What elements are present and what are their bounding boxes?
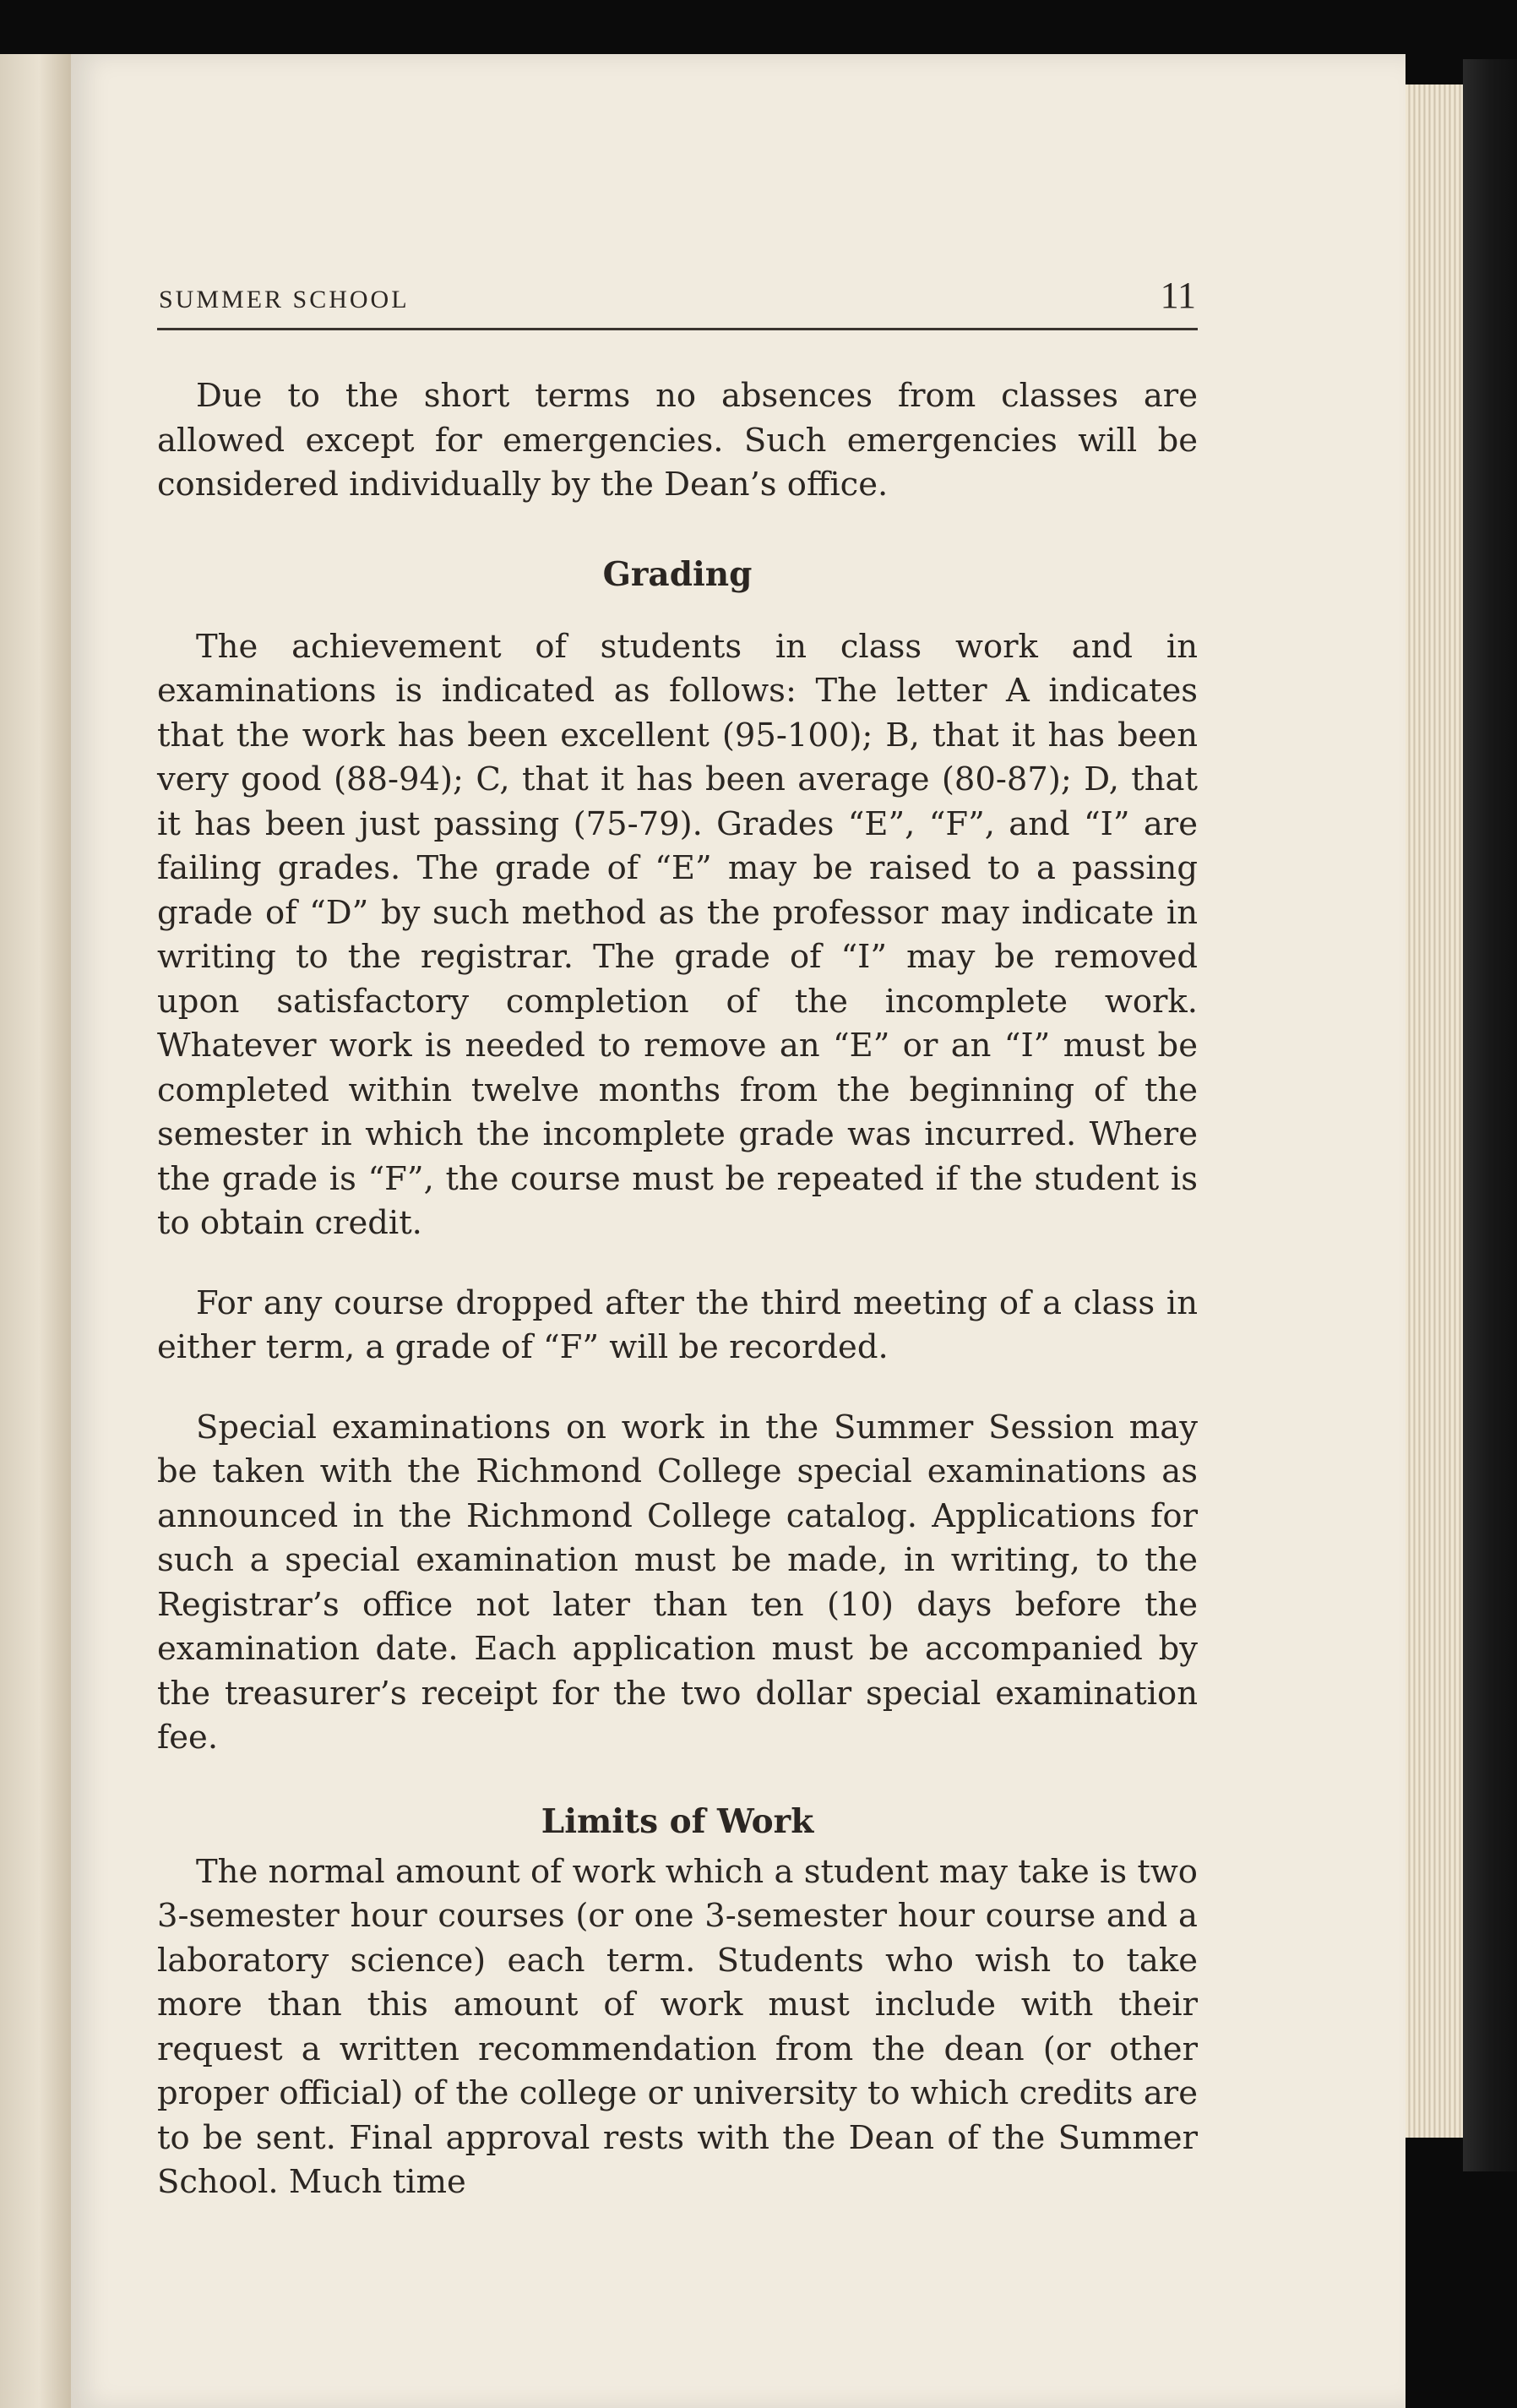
paragraph-grading: The achievement of students in class work and in examinations is indicated as follows: The letter A indicates that the work has been excellent (95-100); B, that it has been very good (88-94); C, that it has been average (80-87); D, that it has been just passing (75-79). Grades “E”, “F”, and “I” are failing grades. The grade of “E” may be raised to a passing grade of “D” by such method as the professor may indicate in writing to the registrar. The grade of “I” may be removed upon satisfactory completion of the incomplete work. Whatever work is needed to remove an “E” or an “I” must be completed within twelve months from the beginning of the semester in which the incomplete grade was incurred. Where the grade is “F”, the course must be repeated if the student is to obtain credit.: [157, 627, 1198, 1242]
page-header: [157, 275, 1198, 330]
heading-limits-of-work: Limits of Work: [541, 1801, 814, 1841]
paragraph-absences: Due to the short terms no absences from classes are allowed except for emergencies. Such emergencies will be considered individually by the Dean’s office.: [157, 377, 1198, 504]
page-number: 11: [1160, 275, 1196, 316]
page-stack-edges: [1406, 84, 1463, 2138]
paragraph-dropped-course: For any course dropped after the third meeting of a class in either term, a grade of “F” will be recorded.: [157, 1283, 1198, 1366]
heading-grading: Grading: [602, 554, 753, 594]
page-content: [157, 275, 1198, 2205]
paragraph-special-examinations: Special examinations on work in the Summer Session may be taken with the Richmond College special examinations as announced in the Richmond College catalog. Applications for such a special examination must be made, in writing, to the Registrar’s office not later than ten (10) days before the examination date. Each application must be accompanied by the treasurer’s receipt for the two dollar special examination fee.: [157, 1408, 1198, 1757]
running-head: SUMMER SCHOOL: [159, 286, 410, 313]
facing-page-edge: [0, 54, 71, 2408]
book-cover: [1463, 59, 1517, 2171]
paragraph-limits-of-work: The normal amount of work which a student may take is two 3-semester hour courses (or one 3-semester hour course and a laboratory science) each term. Students who wish to take more than this amount of work must include with their request a written recommendation from the dean (or other proper official) of the college or university to which credits are to be sent. Final approval rests with the Dean of the Summer School. Much time: [157, 1852, 1198, 2201]
